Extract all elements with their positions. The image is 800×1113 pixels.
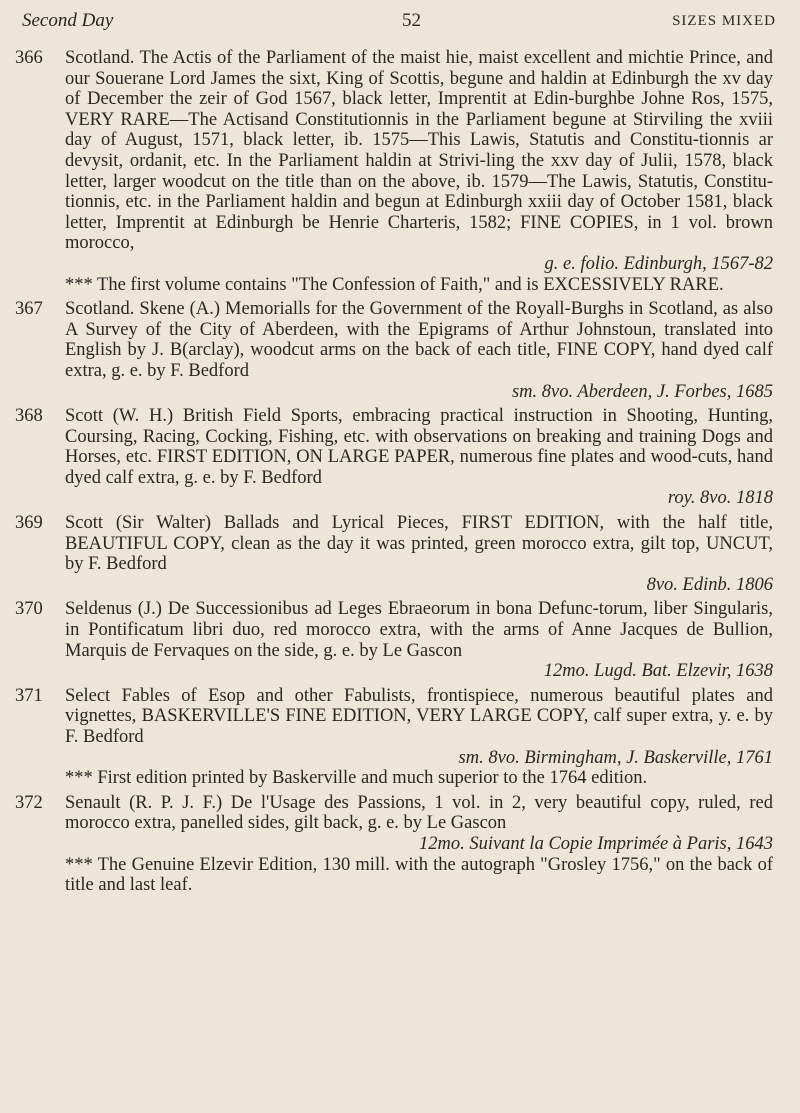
lot-heading: Senault (R. P. J. F.) bbox=[65, 792, 231, 813]
lot-text: Skene (A.) Memorialls for the Government of the Royall-Burghs in Scotland, as also A Survey of the City of Aberdeen, with the Epigrams of Arthur Johnstoun, translated into English by J. B(arclay), woodcut arms on the back of each title, FINE COPY, hand dyed calf extra, g. e. by F. Bedford bbox=[65, 299, 773, 381]
lot-description bbox=[65, 48, 773, 254]
lot-number: 368 bbox=[15, 406, 43, 427]
lot-number: 366 bbox=[15, 48, 43, 68]
lot-heading: Seldenus (J.) bbox=[65, 599, 168, 620]
lot-note: *** The Genuine Elzevir Edition, 130 mill. with the autograph "Grosley 1756," on the back of title and last leaf. bbox=[65, 854, 773, 896]
lot-description bbox=[65, 513, 773, 575]
lot-description bbox=[65, 406, 773, 488]
lot-imprint: sm. 8vo. Aberdeen, J. Forbes, 1685 bbox=[511, 381, 773, 402]
lot-text: De Successionibus ad Leges Ebraeorum in bona Defunc-torum, liber Singularis, in Pontificatum libri duo, red morocco extra, with the arms of Anne Jacques de Bullion, Marquis de Fervaques on the side, g. e. by Le Gascon bbox=[65, 599, 773, 661]
lot-description bbox=[65, 299, 773, 381]
lot-entry bbox=[15, 513, 773, 595]
lot-heading: Select Fables of Esop and other Fabulists, bbox=[65, 685, 427, 706]
lot-imprint: 12mo. Lugd. Bat. Elzevir, 1638 bbox=[543, 661, 773, 682]
header-section: SIZES MIXED bbox=[672, 13, 776, 29]
lot-heading: Scotland. bbox=[65, 48, 140, 68]
lot-list bbox=[15, 48, 773, 900]
header-page-number: 52 bbox=[402, 10, 421, 31]
lot-entry bbox=[15, 599, 773, 681]
lot-imprint: sm. 8vo. Birmingham, J. Baskerville, 1761 bbox=[458, 747, 773, 768]
lot-note: *** First edition printed by Baskerville and much superior to the 1764 edition. bbox=[65, 768, 648, 789]
lot-entry bbox=[15, 299, 773, 402]
lot-note: *** The first volume contains "The Confession of Faith," and is EXCESSIVELY RARE. bbox=[65, 274, 724, 295]
lot-heading: Scotland. bbox=[65, 299, 140, 320]
page-header bbox=[22, 10, 776, 34]
lot-description bbox=[65, 793, 773, 834]
lot-text: British Field Sports, embracing practical instruction in Shooting, Hunting, Coursing, Racing, Cocking, Fishing, etc. with observations on breaking and training Dogs and Horses, etc. FIRST EDITION, ON LARGE PAPER, numerous fine plates and wood-cuts, hand dyed calf extra, g. e. by F. Bedford bbox=[65, 406, 773, 488]
lot-text: The Actis of the Parliament of the maist hie, maist excellent and michtie Prince, and our Souerane Lord James the sixt, King of Scottis, begune and haldin at Edinburgh the xv day of December the zeir of God 1567, black letter, Imprentit at Edin-burghbe Johne Ros, 1575, VERY RARE—The Actisand Constitutionnis in the Parliament begune at Stirviling the xviii day of August, 1571, black letter, ib. 1575—This Lawis, Statutis and Constitu-tionnis ar devysit, ordanit, etc. In the Parliament haldin at Strivi-ling the xxv day of Julii, 1578, black letter, larger woodcut on the title than on the above, ib. 1579—The Lawis, Statutis, Constitu-tionnis, etc. in the Parliament haldin and begun at Edinburgh xxiii day of October 1581, black letter, Imprentit at Edinburgh be Henrie Charteris, 1582; FINE COPIES, in 1 vol. brown morocco, bbox=[65, 48, 773, 254]
lot-entry bbox=[15, 406, 773, 509]
lot-number: 367 bbox=[15, 299, 43, 320]
lot-imprint: 12mo. Suivant la Copie Imprimée à Paris, 1643 bbox=[418, 833, 773, 854]
lot-imprint: g. e. folio. Edinburgh, 1567-82 bbox=[544, 253, 773, 274]
lot-number: 369 bbox=[15, 513, 43, 534]
lot-number: 372 bbox=[15, 792, 43, 813]
lot-imprint: roy. 8vo. 1818 bbox=[667, 488, 773, 509]
lot-imprint: 8vo. Edinb. 1806 bbox=[646, 574, 773, 595]
lot-entry bbox=[15, 793, 773, 896]
lot-text: Ballads and Lyrical Pieces, FIRST EDITION, with the half title, BEAUTIFUL COPY, clean as the day it was printed, green morocco extra, gilt top, UNCUT, by F. Bedford bbox=[65, 513, 773, 575]
lot-text: frontispiece, numerous beautiful plates and vignettes, BASKERVILLE'S FINE EDITION, VERY LARGE COPY, calf super extra, y. e. by F. Bedford bbox=[65, 685, 773, 747]
lot-description bbox=[65, 599, 773, 661]
lot-text: De l'Usage des Passions, 1 vol. in 2, very beautiful copy, ruled, red morocco extra, panelled sides, gilt back, g. e. by Le Gascon bbox=[65, 792, 773, 834]
lot-heading: Scott (Sir Walter) bbox=[65, 513, 224, 534]
lot-entry bbox=[15, 686, 773, 789]
lot-heading: Scott (W. H.) bbox=[65, 406, 183, 427]
lot-entry bbox=[15, 48, 773, 295]
lot-description bbox=[65, 686, 773, 748]
header-sale-day: Second Day bbox=[22, 10, 114, 31]
lot-number: 371 bbox=[15, 685, 43, 706]
lot-number: 370 bbox=[15, 599, 43, 620]
